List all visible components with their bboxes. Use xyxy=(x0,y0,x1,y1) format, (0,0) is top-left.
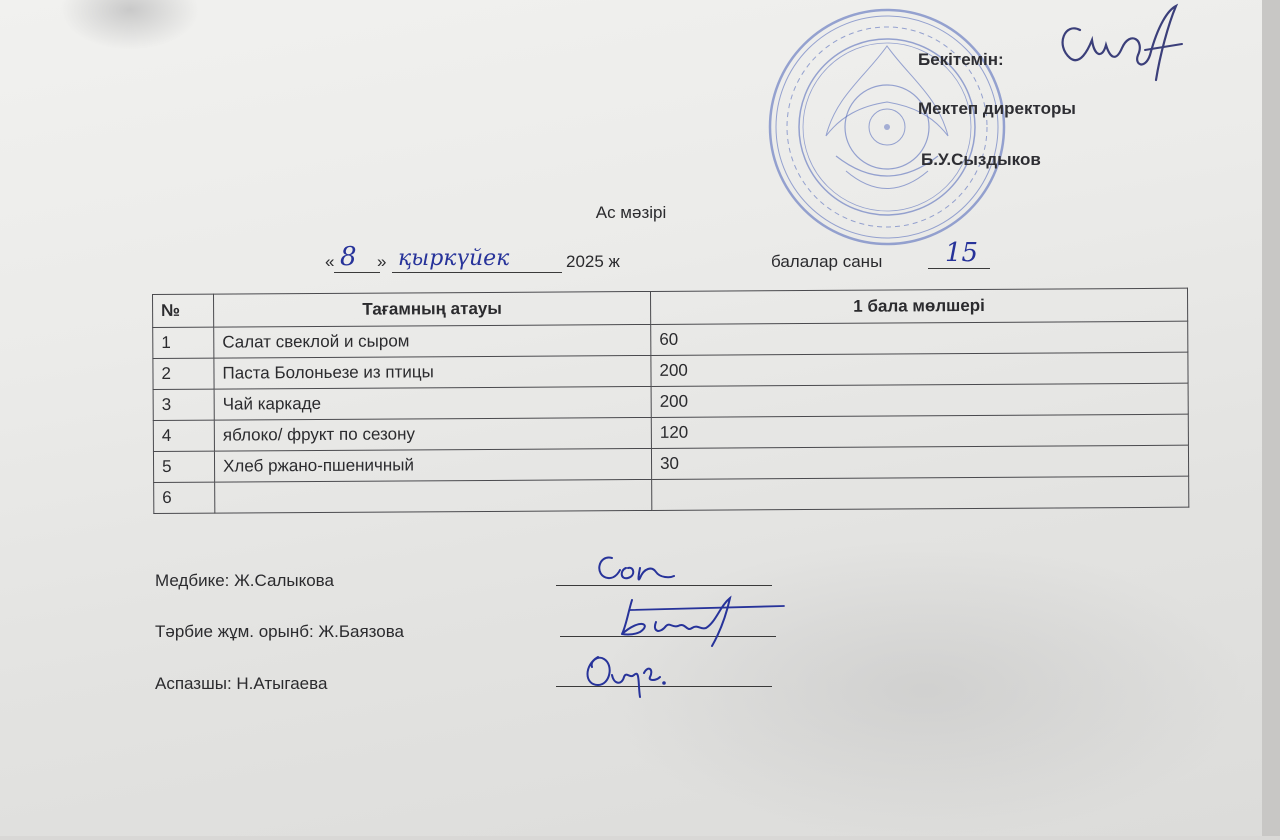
date-year: 2025 ж xyxy=(566,252,620,271)
dish-name: Чай каркаде xyxy=(214,386,651,420)
header-number: № xyxy=(153,294,214,327)
portion-amount: 200 xyxy=(651,383,1188,417)
portion-amount: 60 xyxy=(651,321,1188,355)
portion-amount xyxy=(652,476,1189,510)
row-number: 1 xyxy=(153,327,214,358)
cook-signature xyxy=(578,645,678,701)
staff-nurse: Медбике: Ж.Салыкова xyxy=(155,571,334,590)
director-position: Мектеп директоры xyxy=(918,99,1076,118)
children-count: 15 xyxy=(945,238,979,268)
row-number: 5 xyxy=(153,451,214,482)
menu-title: Ас мәзірі xyxy=(595,203,667,222)
date-close-quote: » xyxy=(377,252,387,271)
month-underline xyxy=(392,272,562,273)
shadow-smudge xyxy=(60,0,200,50)
portion-amount: 30 xyxy=(651,445,1188,479)
dish-name: Паста Болоньезе из птицы xyxy=(214,355,651,389)
nurse-signature xyxy=(590,548,680,588)
director-signature xyxy=(1050,0,1190,90)
director-name: Б.У.Сыздыков xyxy=(921,150,1041,169)
dish-name: Хлеб ржано-пшеничный xyxy=(214,448,651,482)
row-number: 3 xyxy=(153,389,214,420)
children-count-underline xyxy=(928,268,990,269)
header-portion: 1 бала мөлшері xyxy=(650,288,1187,324)
portion-amount: 120 xyxy=(651,414,1188,448)
background-edge xyxy=(1262,0,1280,836)
children-count-label: балалар саны xyxy=(771,252,883,271)
staff-deputy: Тәрбие жұм. орынб: Ж.Баязова xyxy=(155,622,404,641)
dish-name xyxy=(215,479,652,513)
table-row xyxy=(154,476,1189,513)
date-month: қыркүйек xyxy=(398,246,510,271)
date-day: 8 xyxy=(340,242,357,272)
dish-name: яблоко/ фрукт по сезону xyxy=(214,417,651,451)
row-number: 4 xyxy=(153,420,214,451)
row-number: 2 xyxy=(153,358,214,389)
staff-cook: Аспазшы: Н.Атыгаева xyxy=(155,674,328,693)
menu-table xyxy=(152,288,1189,514)
date-open-quote: « xyxy=(325,252,335,271)
approval-label: Бекітемін: xyxy=(918,50,1004,69)
portion-amount: 200 xyxy=(651,352,1188,386)
dish-name: Салат свеклой и сыром xyxy=(214,324,651,358)
header-dish-name: Тағамның атауы xyxy=(214,291,651,327)
row-number: 6 xyxy=(154,482,215,513)
day-underline xyxy=(334,272,380,273)
